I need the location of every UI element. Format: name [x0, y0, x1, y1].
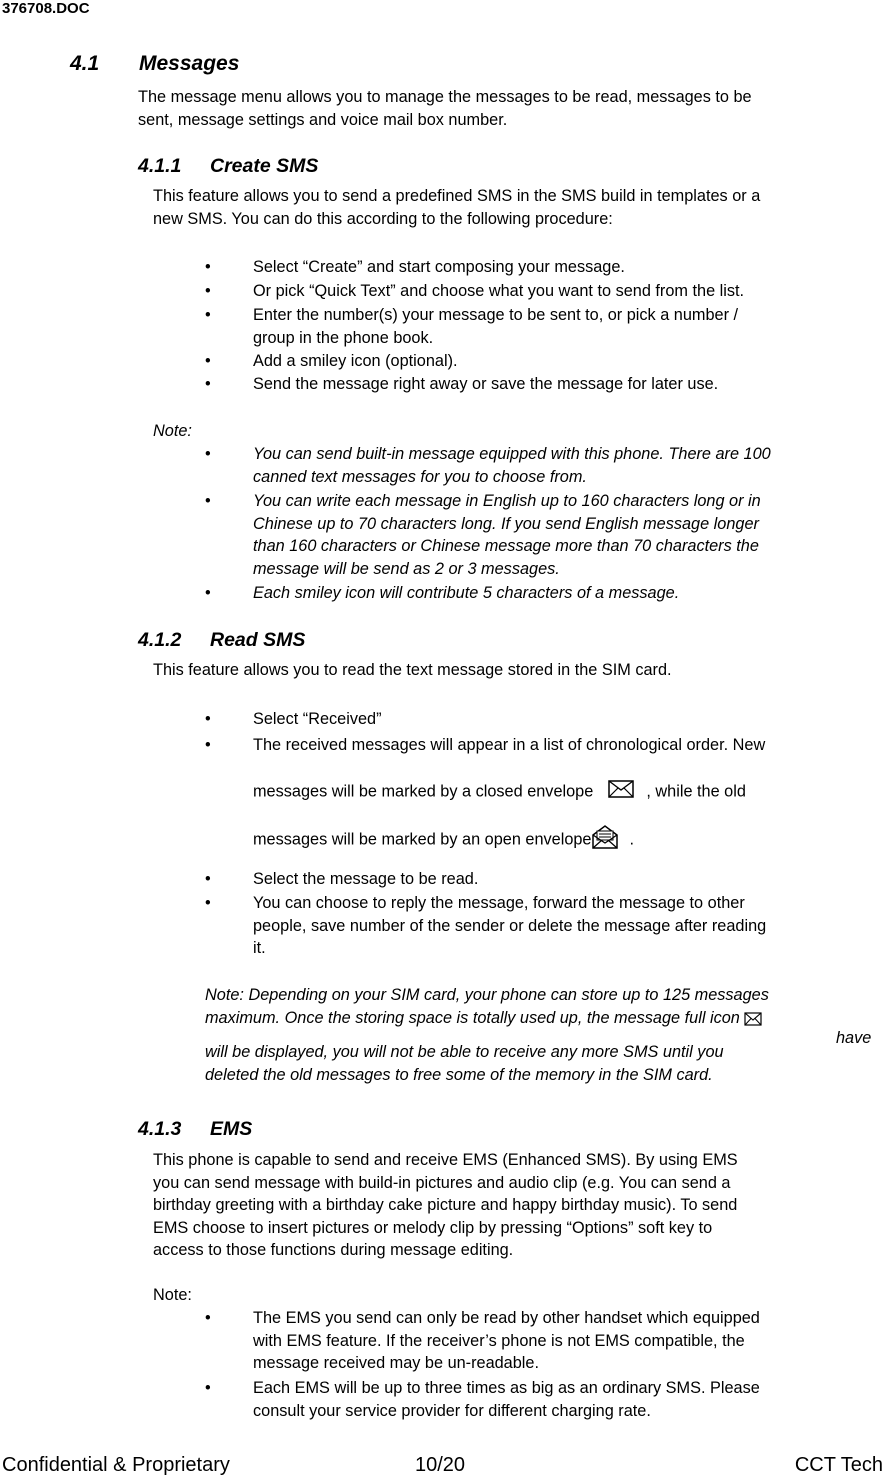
list-item: You can choose to reply the message, forward the message to other people, save number of the sender or delete the message after reading it. — [253, 894, 767, 957]
list-item-bullet: • — [205, 282, 211, 300]
list-item: Select the message to be read. — [253, 870, 479, 888]
note-item: You can send built-in message equipped with this phone. There are 100 canned text messages for you to choose from. — [253, 445, 771, 486]
list-item-bullet: • — [205, 870, 211, 888]
list-item: Send the message right away or save the message for later use. — [253, 375, 719, 393]
section-4-1-3-intro: This phone is capable to send and receive EMS (Enhanced SMS). By using EMS you can send message with build-in pictures and audio clip (e.g. You can send a birthday greeting with a birthday cake picture and happy birthday music). To send EMS choose to insert pictures or melody clip by pressing “Options” soft key to access to those functions during message editing. — [153, 1151, 738, 1259]
read-sms-note: Note: Depending on your SIM card, your phone can store up to 125 messages maximum. Once the storing space is totally used up, the message full icon — [205, 984, 769, 1032]
closed-envelope-icon — [608, 780, 634, 805]
list-item: The received messages will appear in a list of chronological order. New — [253, 736, 766, 754]
section-4-1-intro: The message menu allows you to manage the messages to be read, messages to be sent, message settings and voice mail box number. — [138, 88, 752, 129]
section-4-1-3-heading: 4.1.3 EMS — [138, 1118, 253, 1140]
list-item-bullet: • — [205, 1309, 211, 1327]
section-4-1-1-heading: 4.1.1 Create SMS — [138, 155, 319, 177]
note-item: You can write each message in English up to 160 characters long or in Chinese up to 70 characters long. If you send English message longer than 160 characters or Chinese message more than 70 characters the message will be send as 2 or 3 messages. — [253, 492, 761, 578]
list-item-bullet: • — [205, 1379, 211, 1397]
list-item-continuation: messages will be marked by an open envelope . — [253, 825, 634, 856]
list-item-continuation: messages will be marked by a closed envelope , while the old — [253, 780, 746, 805]
list-item: Select “Received” — [253, 710, 382, 728]
list-item-bullet: • — [205, 736, 211, 754]
list-item-bullet: • — [205, 258, 211, 276]
section-4-1-heading: 4.1 Messages — [70, 52, 240, 75]
note-label: Note: — [153, 1286, 192, 1304]
section-4-1-2-intro: This feature allows you to read the text message stored in the SIM card. — [153, 661, 672, 679]
read-sms-note-end: deleted the old messages to free some of the memory in the SIM card. — [205, 1066, 713, 1084]
list-item-bullet: • — [205, 492, 211, 510]
list-item: Or pick “Quick Text” and choose what you want to send from the list. — [253, 282, 745, 300]
list-item: The EMS you send can only be read by other handset which equipped with EMS feature. If the receiver’s phone is not EMS compatible, the message received may be un-readable. — [253, 1309, 760, 1372]
footer-confidential: Confidential & Proprietary — [2, 1454, 230, 1476]
message-full-icon — [744, 1010, 762, 1033]
list-item-bullet: • — [205, 306, 211, 324]
open-envelope-icon — [592, 825, 618, 856]
note-label: Note: — [153, 422, 192, 440]
section-4-1-2-heading: 4.1.2 Read SMS — [138, 629, 306, 651]
list-item-bullet: • — [205, 352, 211, 370]
footer-company: CCT Tech — [794, 1454, 883, 1476]
document-filename: 376708.DOC — [2, 0, 90, 17]
list-item: Enter the number(s) your message to be sent to, or pick a number / group in the phone book. — [253, 306, 739, 347]
read-sms-note-cont: will be displayed, you will not be able to receive any more SMS until you — [205, 1043, 724, 1061]
note-item: Each smiley icon will contribute 5 characters of a message. — [253, 584, 680, 602]
list-item: Each EMS will be up to three times as big as an ordinary SMS. Please consult your service provider for different charging rate. — [253, 1379, 760, 1420]
list-item-bullet: • — [205, 710, 211, 728]
list-item: Add a smiley icon (optional). — [253, 352, 458, 370]
list-item-bullet: • — [205, 375, 211, 393]
list-item-bullet: • — [205, 584, 211, 602]
footer-page-number: 10/20 — [415, 1454, 466, 1476]
list-item-bullet: • — [205, 445, 211, 463]
list-item: Select “Create” and start composing your message. — [253, 258, 625, 276]
read-sms-note-have: have — [836, 1029, 872, 1047]
section-4-1-1-intro: This feature allows you to send a predefined SMS in the SMS build in templates or a new SMS. You can do this according to the following procedure: — [153, 187, 761, 228]
list-item-bullet: • — [205, 894, 211, 912]
